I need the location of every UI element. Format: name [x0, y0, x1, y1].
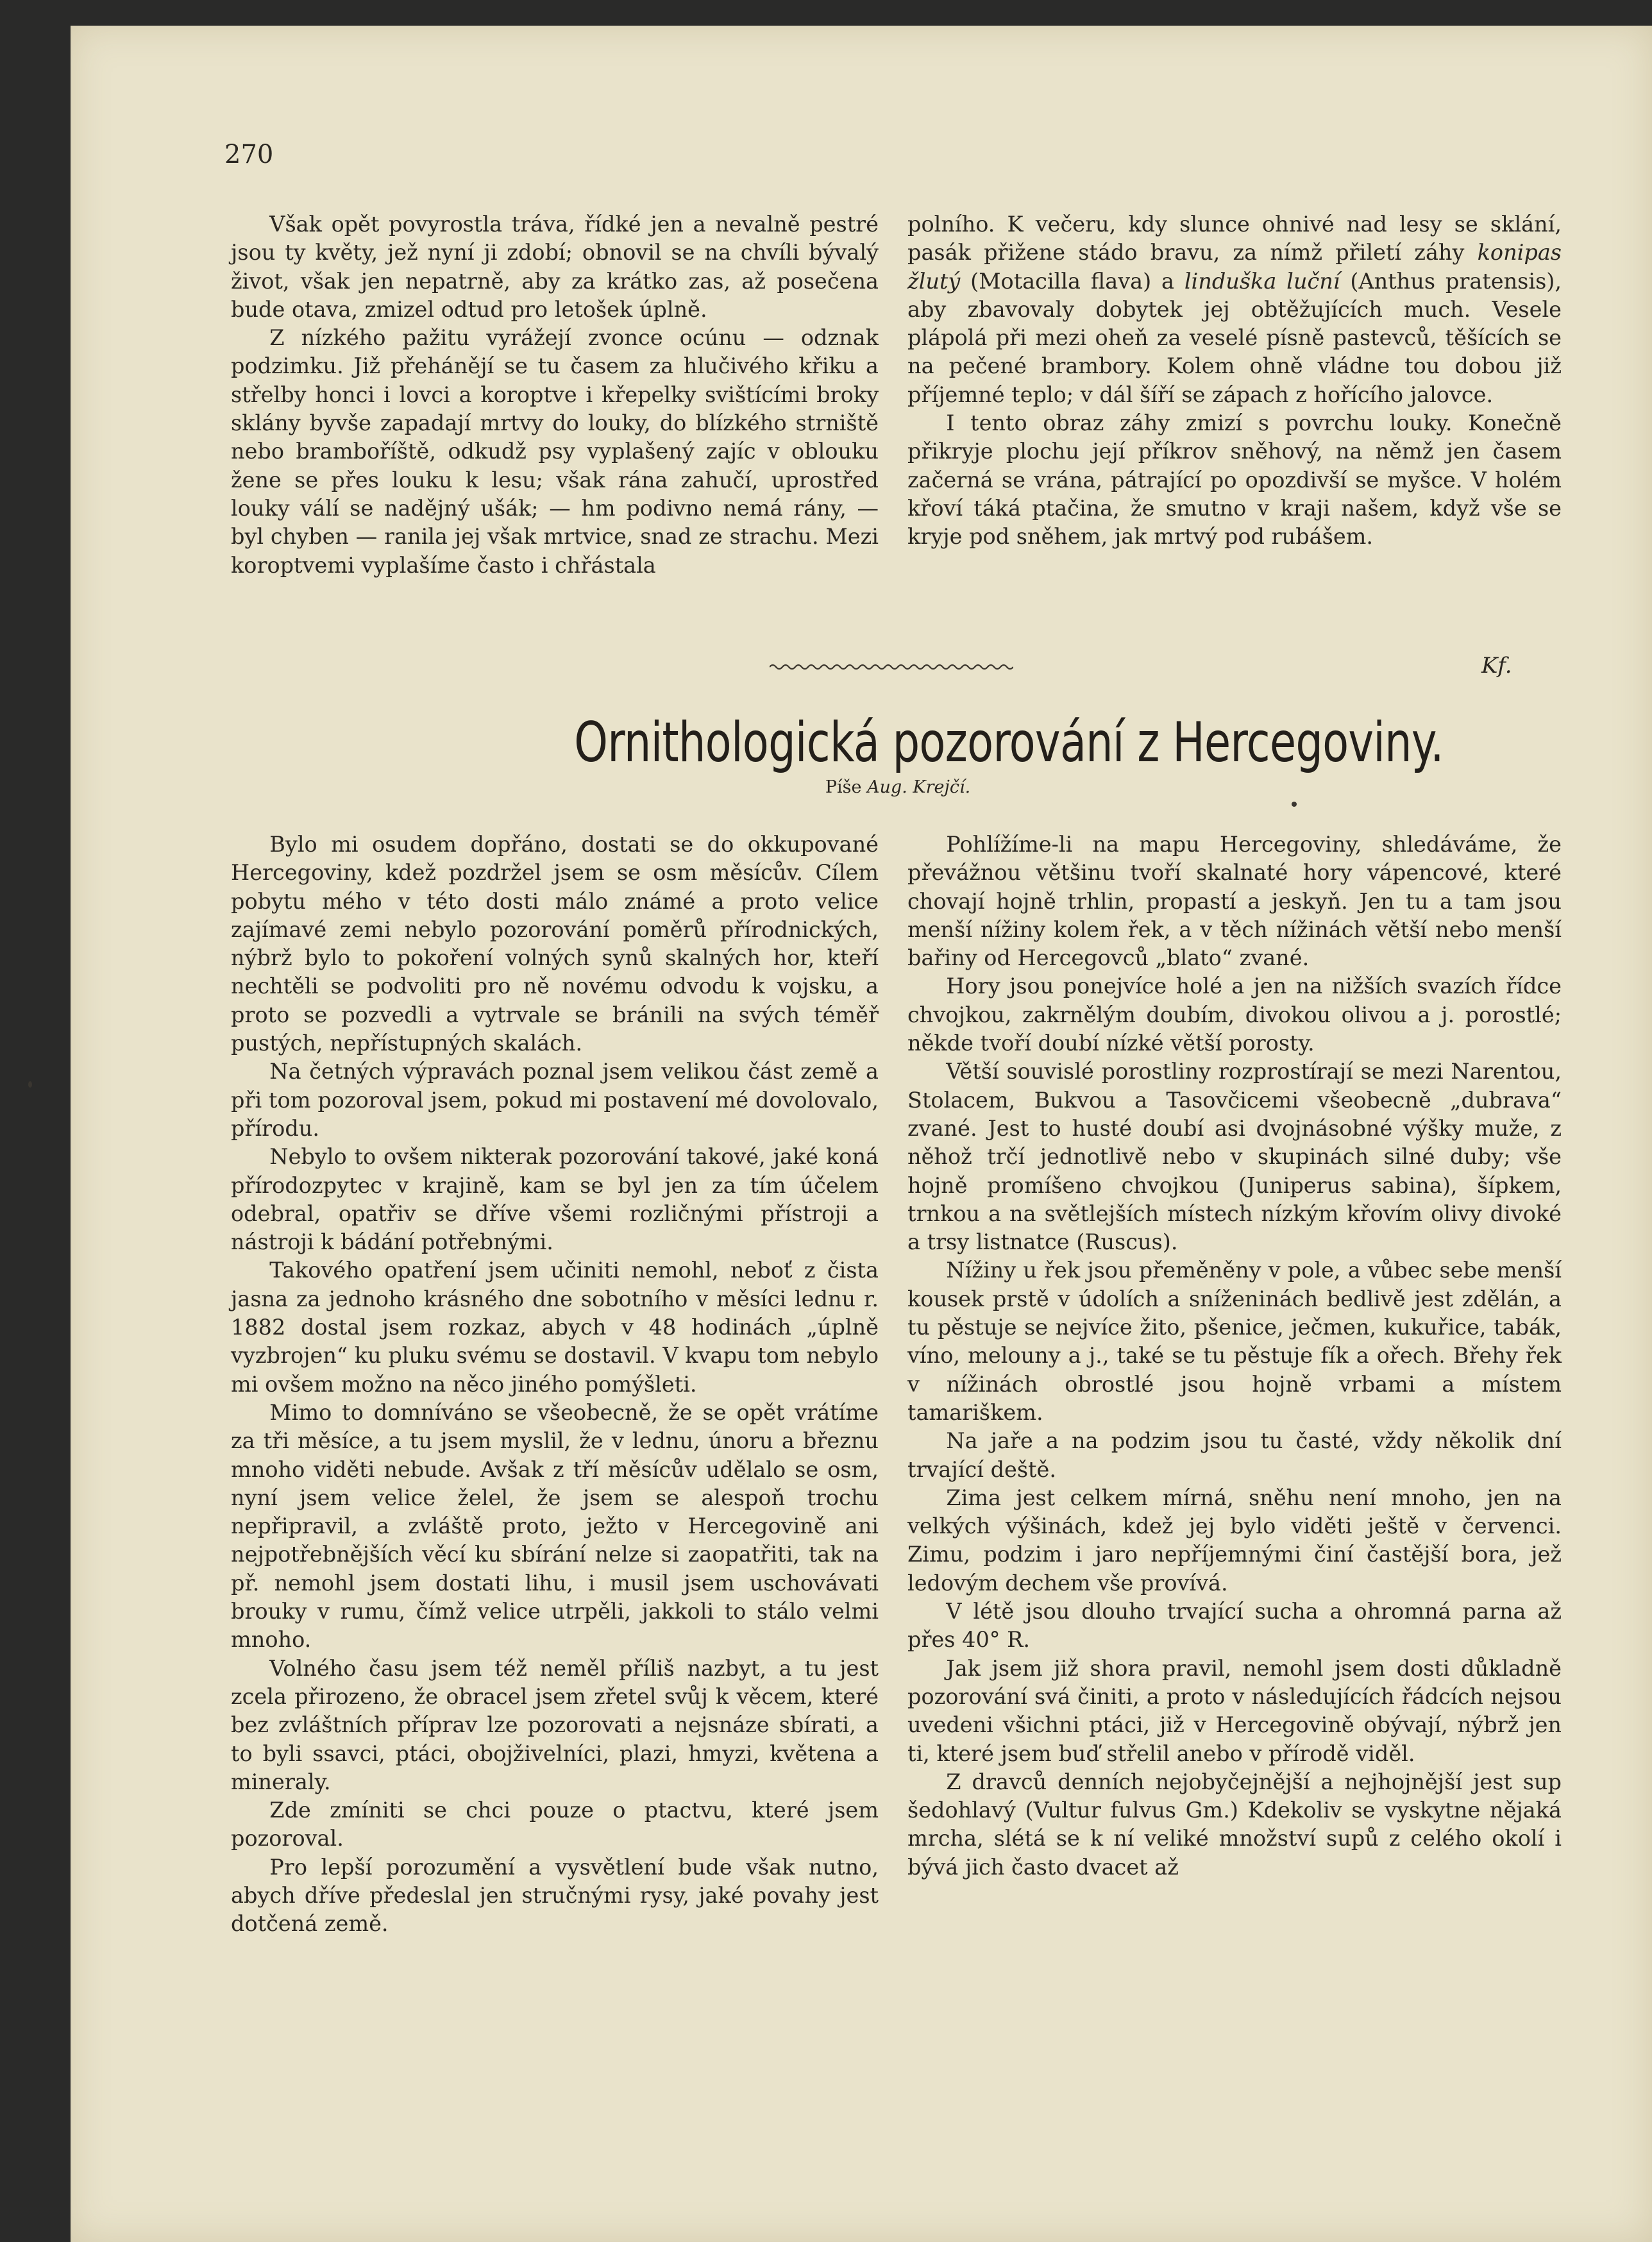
paragraph: Volného času jsem též neměl příliš nazbyt, a tu jest zcela přirozeno, že obracel jsem zřetel svůj k věcem, které bez zvláštních příprav lze pozorovati a nejsnáze sbírati, a to byli ssavci, ptáci, obojživelníci, plazi, hmyzi, květena a mineraly.	[231, 1655, 879, 1794]
species-name: linduška luční	[1184, 268, 1340, 294]
ink-speck	[1292, 802, 1297, 807]
top-left-column	[231, 210, 879, 580]
paragraph: Na jaře a na podzim jsou tu časté, vždy několik dní trvající deště.	[907, 1428, 1562, 1482]
paragraph: V létě jsou dlouho trvající sucha a ohromná parna až přes 40° R.	[907, 1599, 1562, 1653]
paragraph: Nížiny u řek jsou přeměněny v pole, a vůbec sebe menší kousek prstě v údolích a sníženinách bedlivě jest zdělán, a tu pěstuje se nejvíce žito, pšenice, ječmen, kukuřice, tabák, víno, melouny a j., také se tu pěstuje fík a ořech. Břehy řek v nížinách obrostlé jsou hojně vrbami a místem tamariškem.	[907, 1258, 1562, 1425]
paragraph: Z dravců denních nejobyčejnější a nejhojnější jest sup šedohlavý (Vultur fulvus Gm.) Kdekoliv se vyskytne nějaká mrcha, slétá se k ní veliké množství supů z celého okolí i bývá jich často dvacet až	[907, 1769, 1562, 1880]
paragraph: Pro lepší porozumění a vysvětlení bude však nutno, abych dříve předeslal jen stručnými rysy, jaké povahy jest dotčená země.	[231, 1854, 879, 1937]
top-right-column	[907, 210, 1562, 552]
section-divider	[770, 662, 1013, 672]
author-signature: Kf.	[1481, 653, 1512, 678]
author-line	[738, 777, 1058, 797]
author-prefix: Píše	[825, 777, 862, 797]
page-number: 270	[224, 140, 274, 169]
paragraph: Jak jsem již shora pravil, nemohl jsem dosti důkladně pozorování svá činiti, a proto v následujících řádcích nejsou uvedeni všichni ptáci, již v Hercegovině obývají, nýbrž jen ti, které jsem buď střelil anebo v přírodě viděl.	[907, 1655, 1562, 1766]
paragraph: Na četných výpravách poznal jsem velikou část země a při tom pozoroval jsem, pokud mi postavení mé dovolovalo, přírodu.	[231, 1059, 879, 1141]
paragraph: Bylo mi osudem dopřáno, dostati se do okkupované Hercegoviny, kdež pozdržel jsem se osm měsícův. Cílem pobytu mého v této dosti málo známé a proto velice zajímavé zemi nebylo pozorování poměrů přírodnických, nýbrž bylo to pokoření volných synů skalných hor, kteří nechtěli se podvoliti pro ně novému odvodu k vojsku, a proto se pozvedli a vytrvale se bránili na svých téměř pustých, nepřístupných skalách.	[231, 832, 879, 1056]
author-name: Aug. Krejčí.	[867, 777, 971, 797]
paragraph: Větší souvislé porostliny rozprostírají se mezi Narentou, Stolacem, Bukvou a Tasovčicemi všeobecně „dubrava“ zvané. Jest to husté doubí asi dvojnásobné výšky muže, z něhož trčí jednotlivě nebo v skupinách silné duby; vše hojně promíšeno chvojkou (Juniperus sabina), šípkem, trnkou a na světlejších místech nízkým křovím olivy divoké a trsy listnatce (Ruscus).	[907, 1059, 1562, 1255]
paragraph: Z nízkého pažitu vyrážejí zvonce ocúnu — odznak podzimku. Již přehánějí se tu časem za hlučivého křiku a střelby honci i lovci a koroptve i křepelky svištícími broky sklány byvše zapadají mrtvy do louky, do blízkého strniště nebo bramboříště, odkudž psy vyplašený zajíc v oblouku žene se přes louku k lesu; však rána zahučí, uprostřed louky válí se nadějný ušák; — hm podivno nemá rány, — byl chyben — ranila jej však mrtvice, snad ze strachu. Mezi koroptvemi vyplašíme často i chřástala	[231, 325, 879, 578]
paragraph: polního. K večeru, kdy slunce ohnivé nad lesy se sklání, pasák přižene stádo bravu, za nímž přiletí záhy konipas žlutý (Motacilla flava) a linduška luční (Anthus pratensis), aby zbavovaly dobytek jej obtěžujících much. Vesele plápolá při mezi oheň za veselé písně pastevců, těšících se na pečené brambory. Kolem ohně vládne tou dobou již příjemné teplo; v dál šíří se zápach z hořícího jalovce.	[907, 212, 1562, 407]
paragraph: Zima jest celkem mírná, sněhu není mnoho, jen na velkých výšinách, kdež jej bylo viděti ještě v červenci. Zimu, podzim i jaro nepříjemnými činí častější bora, jež ledovým dechem vše provívá.	[907, 1485, 1562, 1596]
bottom-right-column	[907, 830, 1562, 1882]
paragraph: Pohlížíme-li na mapu Hercegoviny, shledáváme, že převážnou většinu tvoří skalnaté hory vápencové, které chovají hojně trhlin, propastí a jeskyň. Jen tu a tam jsou menší nížiny kolem řek, a v těch nížinách větší nebo menší bařiny od Hercegovců „blato“ zvané.	[907, 832, 1562, 971]
paragraph: Nebylo to ovšem nikterak pozorování takové, jaké koná přírodozpytec v krajině, kam se byl jen za tím účelem odebral, opatřiv se dříve všemi rozličnými přístroji a nástroji k bádání potřebnými.	[231, 1144, 879, 1255]
ink-speck	[28, 1081, 32, 1088]
paragraph: Mimo to domníváno se všeobecně, že se opět vrátíme za tři měsíce, a tu jsem myslil, že v lednu, únoru a březnu mnoho viděti nebude. Avšak z tří měsícův udělalo se osm, nyní jsem velice želel, že jsem se alespoň trochu nepřipravil, a zvláště proto, ježto v Hercegovině ani nejpotřebnějších věcí ku sbírání nelze si zaopatřiti, tak na př. nemohl jsem dostati lihu, i musil jsem uschovávati brouky v rumu, čímž velice utrpěli, jakkoli to stálo velmi mnoho.	[231, 1399, 879, 1653]
paragraph: Takového opatření jsem učiniti nemohl, neboť z čista jasna za jednoho krásného dne sobotního v měsíci lednu r. 1882 dostal jsem rozkaz, abych v 48 hodinách „úplně vyzbrojen“ ku pluku svému se dostavil. V kvapu tom nebylo mi ovšem možno na něco jiného pomýšleti.	[231, 1258, 879, 1397]
paragraph: Hory jsou ponejvíce holé a jen na nižších svazích řídce chvojkou, zakrnělým doubím, divokou olivou a j. porostlé; někde tvoří doubí nízké větší porosty.	[907, 973, 1562, 1056]
paragraph: Však opět povyrostla tráva, řídké jen a nevalně pestré jsou ty květy, jež nyní ji zdobí; obnovil se na chvíli bývalý život, však jen nepatrně, aby za krátko zas, až posečena bude otava, zmizel odtud pro letošek úplně.	[231, 212, 879, 322]
bottom-left-column	[231, 830, 879, 1939]
article-title: Ornithologická pozorování z Hercegoviny.	[574, 711, 1444, 775]
paragraph: Zde zmíniti se chci pouze o ptactvu, které jsem pozoroval.	[231, 1798, 879, 1851]
species-name: konipas žlutý	[907, 240, 1562, 294]
paragraph: I tento obraz záhy zmizí s povrchu louky. Konečně přikryje plochu její příkrov sněhový, na němž jen časem začerná se vrána, pátrající po opozdivší se myšce. V holém křoví táká ptačina, že smutno v kraji našem, když vše se kryje pod sněhem, jak mrtvý pod rubášem.	[907, 410, 1562, 550]
